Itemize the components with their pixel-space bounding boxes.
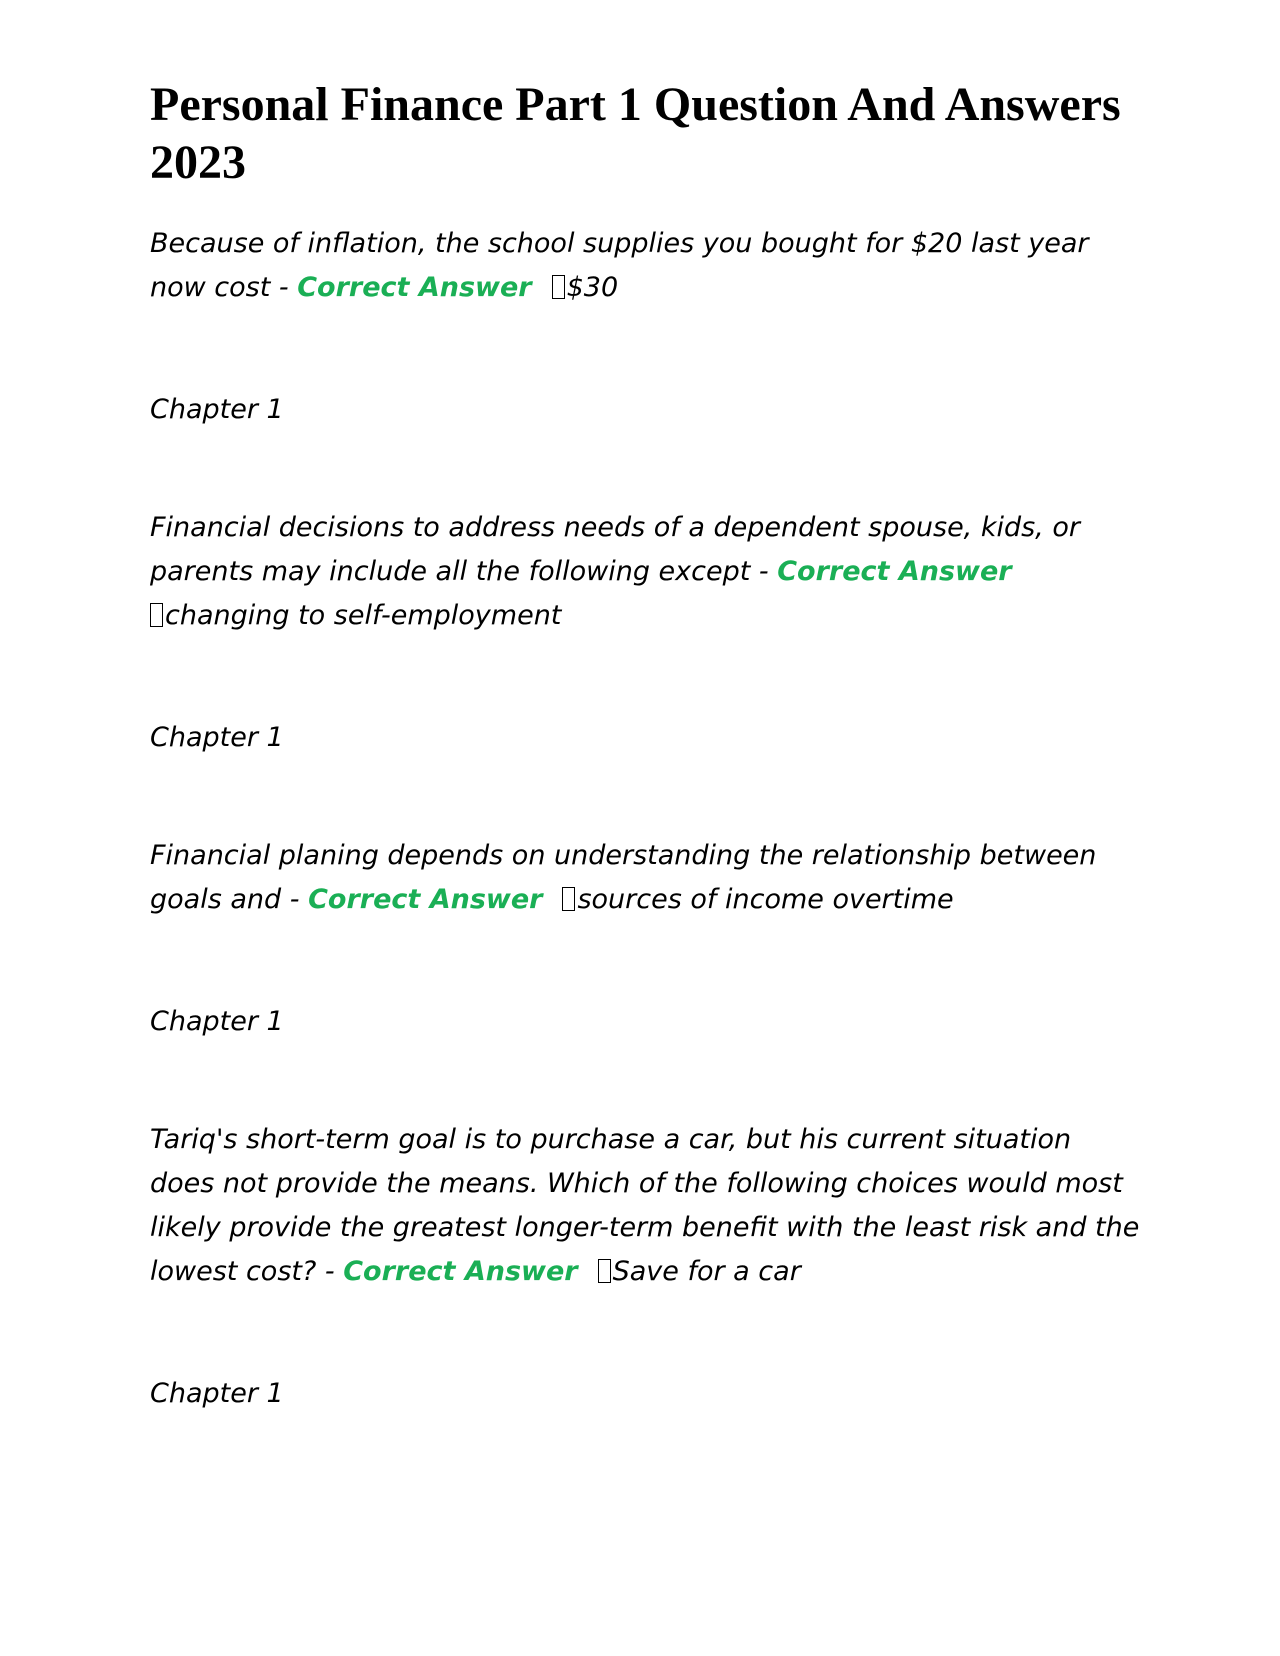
correct-answer-label: Correct Answer [308, 884, 543, 915]
question-body: Financial decisions to address needs of a dependent spouse, kids, or parents may include all the following except - [150, 512, 1080, 587]
correct-answer-label: Correct Answer [777, 556, 1012, 587]
qa-item [150, 1118, 1140, 1294]
chapter-label: Chapter 1 [150, 1378, 284, 1409]
question-body: Because of inflation, the school supplies you bought for $20 last year now cost - [150, 228, 1089, 303]
correct-answer-label: Correct Answer [343, 1256, 578, 1287]
answer-text: changing to self-employment [165, 600, 562, 631]
chapter-label: Chapter 1 [150, 1006, 284, 1037]
answer-text: $30 [566, 272, 619, 303]
question-body: Financial planing depends on understanding the relationship between goals and - [150, 840, 1097, 915]
qa-item [150, 506, 1140, 638]
question-text [150, 506, 1140, 638]
missing-glyph-box-icon [562, 887, 575, 911]
question-text [150, 834, 1140, 922]
answer-text: sources of income overtime [577, 884, 954, 915]
question-text [150, 222, 1140, 310]
answer-text: Save for a car [612, 1256, 801, 1287]
missing-glyph-box-icon [552, 275, 565, 299]
question-text [150, 1118, 1140, 1294]
document-page [150, 76, 1140, 1416]
missing-glyph-box-icon [150, 603, 163, 627]
correct-answer-label: Correct Answer [297, 272, 532, 303]
chapter-label: Chapter 1 [150, 722, 284, 753]
chapter-label: Chapter 1 [150, 394, 284, 425]
qa-item [150, 834, 1140, 922]
document-title: Personal Finance Part 1 Question And Answers 2023 [150, 78, 1121, 189]
missing-glyph-box-icon [598, 1259, 611, 1283]
question-body: Tariq's short-term goal is to purchase a car, but his current situation does not provide the means. Which of the following choices would most likely provide the greatest longer-term benefit with the least risk and the lowest cost? - [150, 1124, 1140, 1287]
qa-item [150, 222, 1140, 310]
